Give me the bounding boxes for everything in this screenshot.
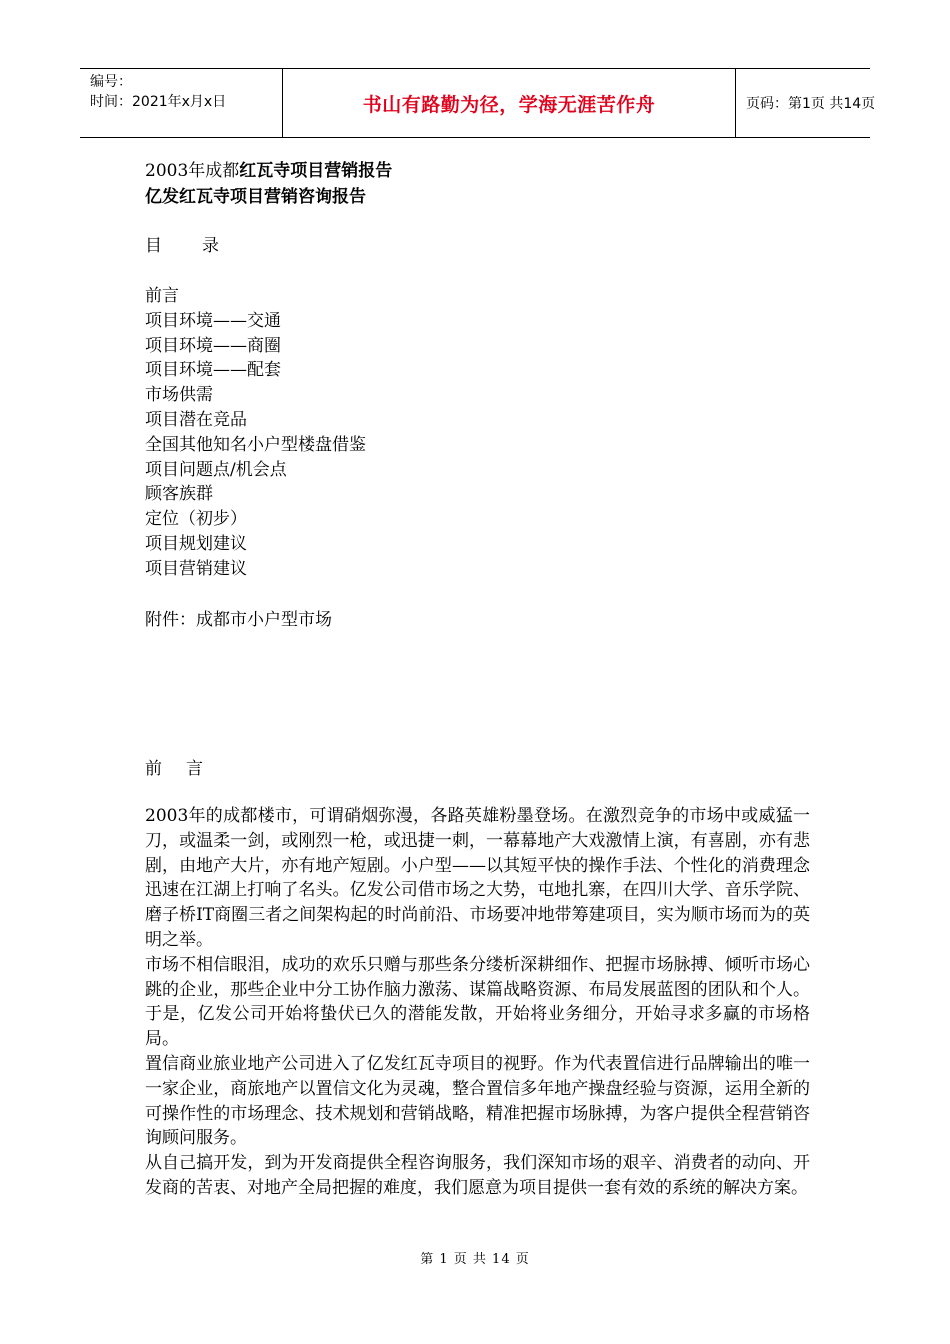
toc-item: 项目环境——配套 [145, 360, 281, 381]
toc-item: 市场供需 [145, 385, 213, 406]
preface-heading: 前 言 [145, 759, 203, 779]
date-label: 时间：2021年x月x日 [90, 94, 227, 110]
report-title-line2: 亿发红瓦寺项目营销咨询报告 [145, 187, 366, 207]
number-label: 编号： [90, 74, 132, 90]
toc-heading: 目 录 [145, 236, 219, 256]
toc-item: 前言 [145, 286, 179, 306]
paragraph: 从自己搞开发，到为开发商提供全程咨询服务，我们深知市场的艰辛、消费者的动向、开发商的苦衷、对地产全局把握的难度，我们愿意为项目提供一套有效的系统的解决方案。 [145, 1153, 810, 1198]
header-motto: 书山有路勤为径，学海无涯苦作舟 [282, 69, 736, 137]
toc-item: 项目环境——交通 [145, 310, 281, 331]
toc-item: 项目规划建议 [145, 533, 247, 554]
header-page-info: 页码：第1页 共14页 [746, 96, 876, 112]
toc-item: 全国其他知名小户型楼盘借鉴 [145, 434, 366, 455]
title-bold: 红瓦寺项目营销报告 [239, 161, 393, 181]
toc-item: 项目营销建议 [145, 558, 247, 579]
paragraph: 2003年的成都楼市，可谓硝烟弥漫，各路英雄粉墨登场。在激烈竞争的市场中或威猛一刀，或温柔一剑，或刚烈一枪，或迅捷一刺，一幕幕地产大戏激情上演，有喜剧，亦有悲剧，由地产大片，亦有地产短剧。小户型——以其短平快的操作手法、个性化的消费理念迅速在江湖上打响了名头。亿发公司借市场之大势，屯地扎寨，在四川大学、音乐学院、磨子桥IT商圈三者之间架构起的时尚前沿、市场要冲地带筹建项目，实为顺市场而为的英明之举。 [145, 806, 810, 950]
toc-item: 顾客族群 [145, 484, 213, 505]
paragraph: 置信商业旅业地产公司进入了亿发红瓦寺项目的视野。作为代表置信进行品牌输出的唯一一家企业，商旅地产以置信文化为灵魂，整合置信多年地产操盘经验与资源，运用全新的可操作性的市场理念、技术规划和营销战略，精准把握市场脉搏，为客户提供全程营销咨询顾问服务。 [145, 1053, 810, 1149]
header-meta [80, 69, 282, 137]
report-title-line1 [145, 158, 815, 184]
document-header [80, 68, 876, 138]
toc-item: 定位（初步） [145, 509, 247, 530]
title-prefix: 2003年成都 [145, 161, 240, 181]
toc-item: 项目问题点/机会点 [145, 459, 287, 480]
paragraph: 市场不相信眼泪，成功的欢乐只赠与那些条分缕析深耕细作、把握市场脉搏、倾听市场心跳的企业，那些企业中分工协作脑力激荡、谋篇战略资源、布局发展蓝图的团队和个人。于是，亿发公司开始将蛰伏已久的潜能发散，开始将业务细分，开始寻求多赢的市场格局。 [145, 954, 810, 1050]
preface-body [145, 804, 810, 1201]
toc-item: 项目潜在竞品 [145, 409, 247, 430]
table-of-contents [145, 284, 815, 582]
appendix-line: 附件：成都市小户型市场 [145, 610, 332, 630]
page-footer: 第 1 页 共 14 页 [420, 1252, 530, 1267]
toc-item: 项目环境——商圈 [145, 335, 281, 356]
